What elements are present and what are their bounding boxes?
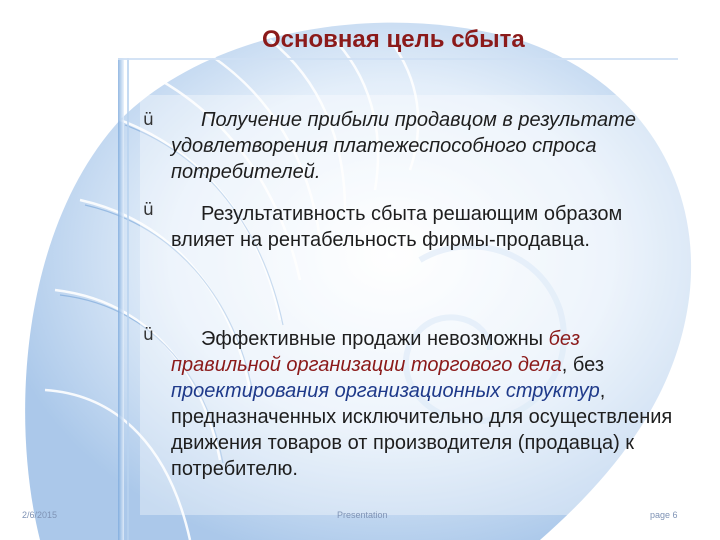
checkmark-icon: ü [143,200,154,220]
bullet-3-text-a: Эффективные продажи невозможны [201,328,549,350]
bullet-3-text-c: , предназначенных исключительно для осуществления движения товаров от производителя (продавца) к потребителю. [171,380,673,480]
bullet-item-2 [171,201,691,253]
footer-page-number: page 6 [650,510,678,520]
slide-title: Основная цель сбыта [262,26,525,53]
bullet-text-2: Результативность сбыта решающим образом влияет на рентабельность фирмы-продавца. [171,203,623,251]
bullet-3-emphasis-red: без правильной организации торгового дела [171,328,581,376]
bullet-3-emphasis-blue: проектирования организационных структур [171,380,600,402]
footer-center-text: Presentation [337,510,388,520]
bullet-3-text-b: , без [561,354,604,376]
bullet-item-3 [171,326,691,482]
footer-date: 2/6/2015 [22,510,58,520]
checkmark-icon: ü [143,110,154,130]
bullet-item-1 [171,107,691,185]
bullet-text-1: Получение прибыли продавцом в результате удовлетворения платежеспособного спроса потребителей. [171,109,636,183]
checkmark-icon: ü [143,325,154,345]
